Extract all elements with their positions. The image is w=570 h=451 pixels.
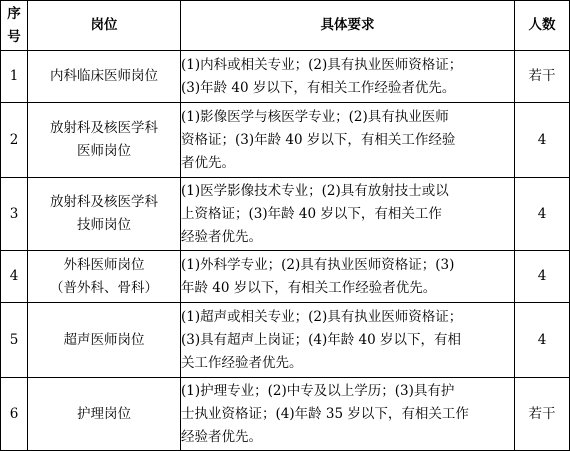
table-row bbox=[1, 178, 570, 251]
position-line: 放射科及核医学科 bbox=[50, 120, 158, 136]
requirement-line: (1)影像医学与核医学专业；(2)具有执业医师 bbox=[181, 108, 449, 125]
requirement-line: 资格证；(3)年龄 40 岁以下，有相关工作经验 bbox=[181, 131, 456, 148]
row-requirements bbox=[181, 303, 515, 378]
requirement-line: 者优先。 bbox=[181, 154, 235, 171]
position-line: 内科临床医师岗位 bbox=[50, 68, 158, 84]
requirement-line: 士执业资格证；(4)年龄 35 岁以下，有相关工作 bbox=[181, 405, 469, 422]
row-position bbox=[28, 251, 181, 303]
row-count: 4 bbox=[515, 103, 570, 178]
row-number: 5 bbox=[1, 303, 28, 378]
row-number: 4 bbox=[1, 251, 28, 303]
table-row bbox=[1, 303, 570, 378]
position-line: 护理岗位 bbox=[77, 405, 131, 422]
requirement-line: (1)内科或相关专业；(2)具有执业医师资格证； bbox=[181, 56, 463, 73]
position-line: 技师岗位 bbox=[77, 217, 131, 233]
row-position bbox=[28, 378, 181, 451]
row-count: 若干 bbox=[515, 51, 570, 103]
row-position bbox=[28, 51, 181, 103]
row-number: 3 bbox=[1, 178, 28, 251]
header-serial-number bbox=[1, 1, 28, 51]
position-line: 医师岗位 bbox=[77, 143, 131, 159]
row-requirements bbox=[181, 103, 515, 178]
requirement-line: 上资格证；(3)年龄 40 岁以下，有相关工作 bbox=[181, 205, 442, 222]
row-requirements bbox=[181, 51, 515, 103]
header-requirements: 具体要求 bbox=[181, 1, 515, 51]
requirement-line: (1)护理专业；(2)中专及以上学历；(3)具有护 bbox=[181, 382, 455, 399]
requirement-line: (1)外科学专业；(2)具有执业医师资格证；(3) bbox=[181, 256, 455, 273]
row-requirements bbox=[181, 251, 515, 303]
row-number: 1 bbox=[1, 51, 28, 103]
header-count: 人数 bbox=[515, 1, 570, 51]
requirement-line: (3)年龄 40 岁以下，有相关工作经验者优先。 bbox=[181, 79, 456, 96]
position-line: 外科医师岗位 bbox=[63, 256, 145, 273]
requirement-line: 经验者优先。 bbox=[181, 428, 262, 445]
table-row bbox=[1, 378, 570, 451]
row-requirements bbox=[181, 178, 515, 251]
requirement-line: (1)超声或相关专业；(2)具有执业医师资格证； bbox=[181, 308, 463, 325]
position-line: （普外科、骨科） bbox=[50, 279, 158, 296]
requirement-line: (1)医学影像技术专业；(2)具有放射技士或以 bbox=[181, 182, 449, 199]
table-row bbox=[1, 251, 570, 303]
header-serial-line2: 号 bbox=[7, 28, 21, 45]
row-count: 4 bbox=[515, 178, 570, 251]
table-row bbox=[1, 103, 570, 178]
header-serial-line1: 序 bbox=[7, 5, 21, 22]
row-position bbox=[28, 303, 181, 378]
table-row bbox=[1, 51, 570, 103]
row-requirements bbox=[181, 378, 515, 451]
table-header-row bbox=[1, 1, 570, 51]
position-line: 超声医师岗位 bbox=[63, 331, 145, 348]
row-count: 4 bbox=[515, 303, 570, 378]
row-position bbox=[28, 103, 181, 178]
row-count: 4 bbox=[515, 251, 570, 303]
requirement-line: 年龄 40 岁以下，有相关工作经验者优先。 bbox=[181, 279, 437, 296]
row-number: 2 bbox=[1, 103, 28, 178]
requirement-line: 关工作经验者优先。 bbox=[181, 354, 303, 371]
header-position: 岗位 bbox=[28, 1, 181, 51]
row-position bbox=[28, 178, 181, 251]
row-number: 6 bbox=[1, 378, 28, 451]
requirement-line: (3)具有超声上岗证；(4)年龄 40 岁以下，有相 bbox=[181, 331, 462, 348]
position-line: 放射科及核医学科 bbox=[50, 194, 158, 210]
row-count: 若干 bbox=[515, 378, 570, 451]
requirement-line: 经验者优先。 bbox=[181, 228, 262, 245]
